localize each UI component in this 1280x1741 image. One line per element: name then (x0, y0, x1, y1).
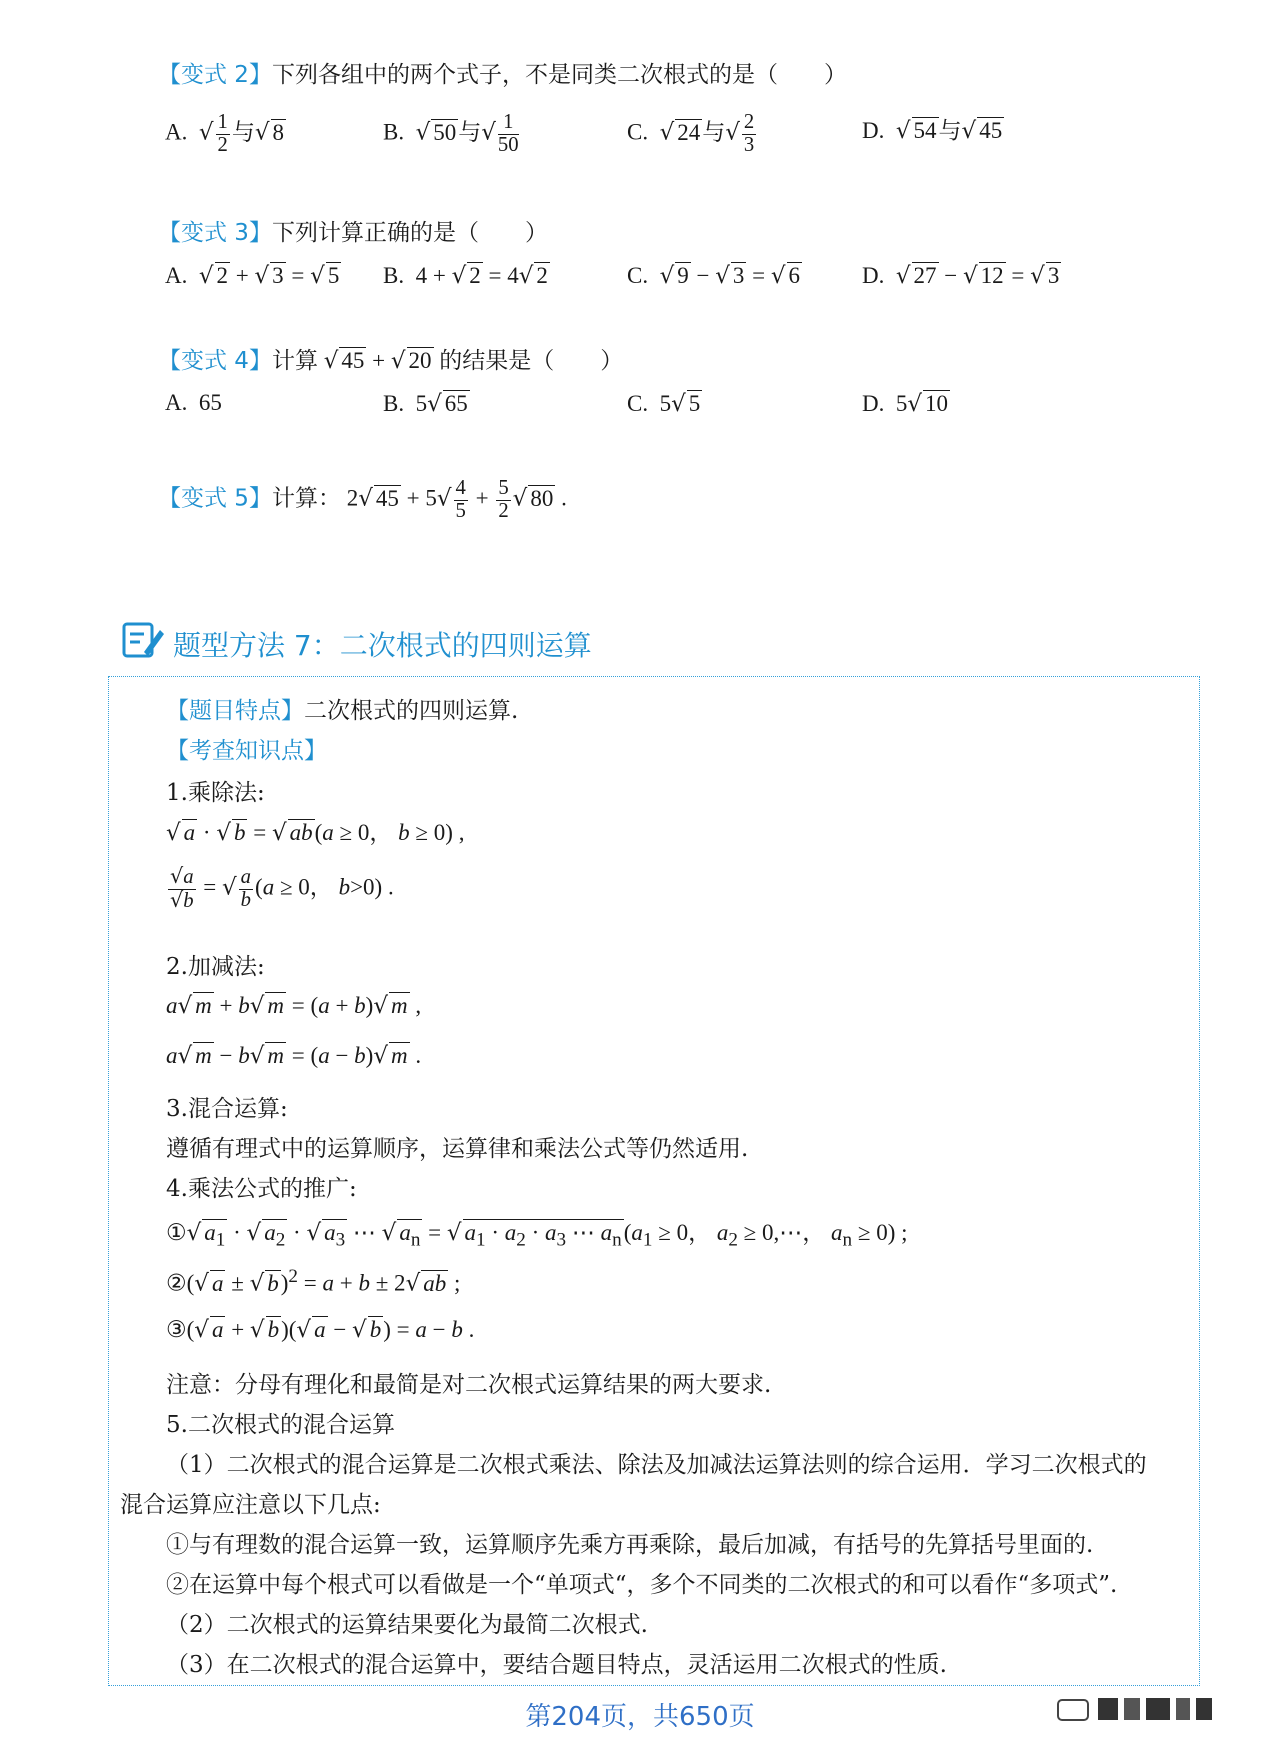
formula-multiply: √ a · √ b = √ ab(a ≥ 0， b ≥ 0) , (166, 820, 465, 846)
formula-subtract: a√ m − b√ m = (a − b)√ m . (166, 1043, 422, 1069)
formula-divide: $\frac{√a}{√b}$ = √ $\frac{a}{b}$ (a ≥ 0， b>0) . (170, 864, 394, 912)
paragraph-2: （2）二次根式的运算结果要化为最简二次根式. (166, 1612, 648, 1638)
q4-option-b[interactable]: B. 5√ 65 (383, 391, 468, 417)
q4-option-d[interactable]: D. 5√ 10 (862, 391, 949, 417)
q2-label: 【变式 2】 (158, 62, 272, 88)
note-text: 注意：分母有理化和最简是对二次根式运算结果的两大要求. (166, 1372, 772, 1398)
pen-note-icon (122, 620, 166, 660)
q3-label: 【变式 3】 (158, 220, 272, 246)
q4-stem: 【变式 4】计算 √ 45 + √ 20 的结果是（ ） (158, 348, 624, 374)
q2-option-d[interactable]: D. √ 54与√ 45 (862, 118, 1003, 144)
q2-option-b[interactable]: B. √ 50与√ $\frac{1}{50}$ (383, 111, 519, 156)
heading-mixed-radicals: 5.二次根式的混合运算 (166, 1412, 395, 1438)
toolbar-icons (1050, 1694, 1250, 1724)
section-title: 题型方法 7：二次根式的四则运算 (173, 629, 592, 662)
page-number: 第204页，共650页 (525, 1702, 755, 1732)
paragraph-1a: （1）二次根式的混合运算是二次根式乘法、除法及加减法运算法则的综合运用．学习二次根式的 (166, 1452, 1147, 1478)
feature-line: 【题目特点】二次根式的四则运算. (166, 698, 519, 724)
q4-option-c[interactable]: C. 5√ 5 (627, 391, 701, 417)
q5-label: 【变式 5】 (158, 485, 272, 512)
q3-stem (158, 214, 548, 247)
heading-add-subtract: 2.加减法: (166, 954, 265, 980)
q3-option-d[interactable]: D. √ 27 − √ 12 = √ 3 (862, 263, 1060, 289)
mixed-text: 遵循有理式中的运算顺序，运算律和乘法公式等仍然适用. (166, 1136, 749, 1162)
q2-text: 下列各组中的两个式子，不是同类二次根式的是（ ） (271, 62, 847, 88)
point-2: ②在运算中每个根式可以看做是一个“单项式“，多个不同类的二次根式的和可以看作“多项式”. (166, 1572, 1118, 1598)
q3-option-b[interactable]: B. 4 + √ 2 = 4√ 2 (383, 263, 548, 289)
formula-add: a√ m + b√ m = (a + b)√ m , (166, 993, 422, 1019)
q2-option-c[interactable]: C. √ 24与√ $\frac{2}{3}$ (627, 111, 755, 156)
q3-text: 下列计算正确的是（ ） (271, 220, 548, 246)
formula-extension-2: ②(√ a ± √ b)$^2$ = a + b ± 2√ ab ; (166, 1266, 461, 1297)
q4-label: 【变式 4】 (158, 348, 272, 374)
knowledge-label: 【考查知识点】 (166, 738, 327, 764)
q3-option-c[interactable]: C. √ 9 − √ 3 = √ 6 (627, 263, 801, 289)
q2-option-a[interactable]: A. √ $\frac{1}{2}$ 与√ 8 (165, 111, 285, 156)
q3-option-a[interactable]: A. √ 2 + √ 3 = √ 5 (165, 263, 340, 289)
heading-mixed: 3.混合运算: (166, 1096, 288, 1122)
q5-stem: 【变式 5】计算： 2√ 45 + 5√ $\frac{4}{5}$ + $\frac{5}{2}$ √ 80 . (158, 477, 567, 522)
paragraph-3: （3）在二次根式的混合运算中，要结合题目特点，灵活运用二次根式的性质. (166, 1652, 947, 1678)
feature-label: 【题目特点】 (166, 698, 304, 724)
heading-formula-extension: 4.乘法公式的推广: (166, 1176, 357, 1202)
q4-option-a[interactable]: A. 65 (165, 390, 222, 415)
heading-multiply-divide: 1.乘除法: (166, 780, 265, 806)
point-1: ①与有理数的混合运算一致，运算顺序先乘方再乘除，最后加减，有括号的先算括号里面的. (166, 1532, 1094, 1558)
formula-extension-3: ③(√ a + √ b)(√ a − √ b) = a − b . (166, 1317, 475, 1343)
q2-stem (158, 56, 847, 89)
formula-extension-1: ①√ $a_1$ · √ $a_2$ · √ $a_3$ ⋯ √ $a_n$ = √ $a_1 \cdot a_2 \cdot a_3$ ⋯ $a_n(a_1 \ge 0$， $a_2$ ≥ 0,⋯， $a_n \ge 0$) ; (166, 1220, 908, 1251)
paragraph-1b: 混合运算应注意以下几点: (120, 1492, 381, 1518)
